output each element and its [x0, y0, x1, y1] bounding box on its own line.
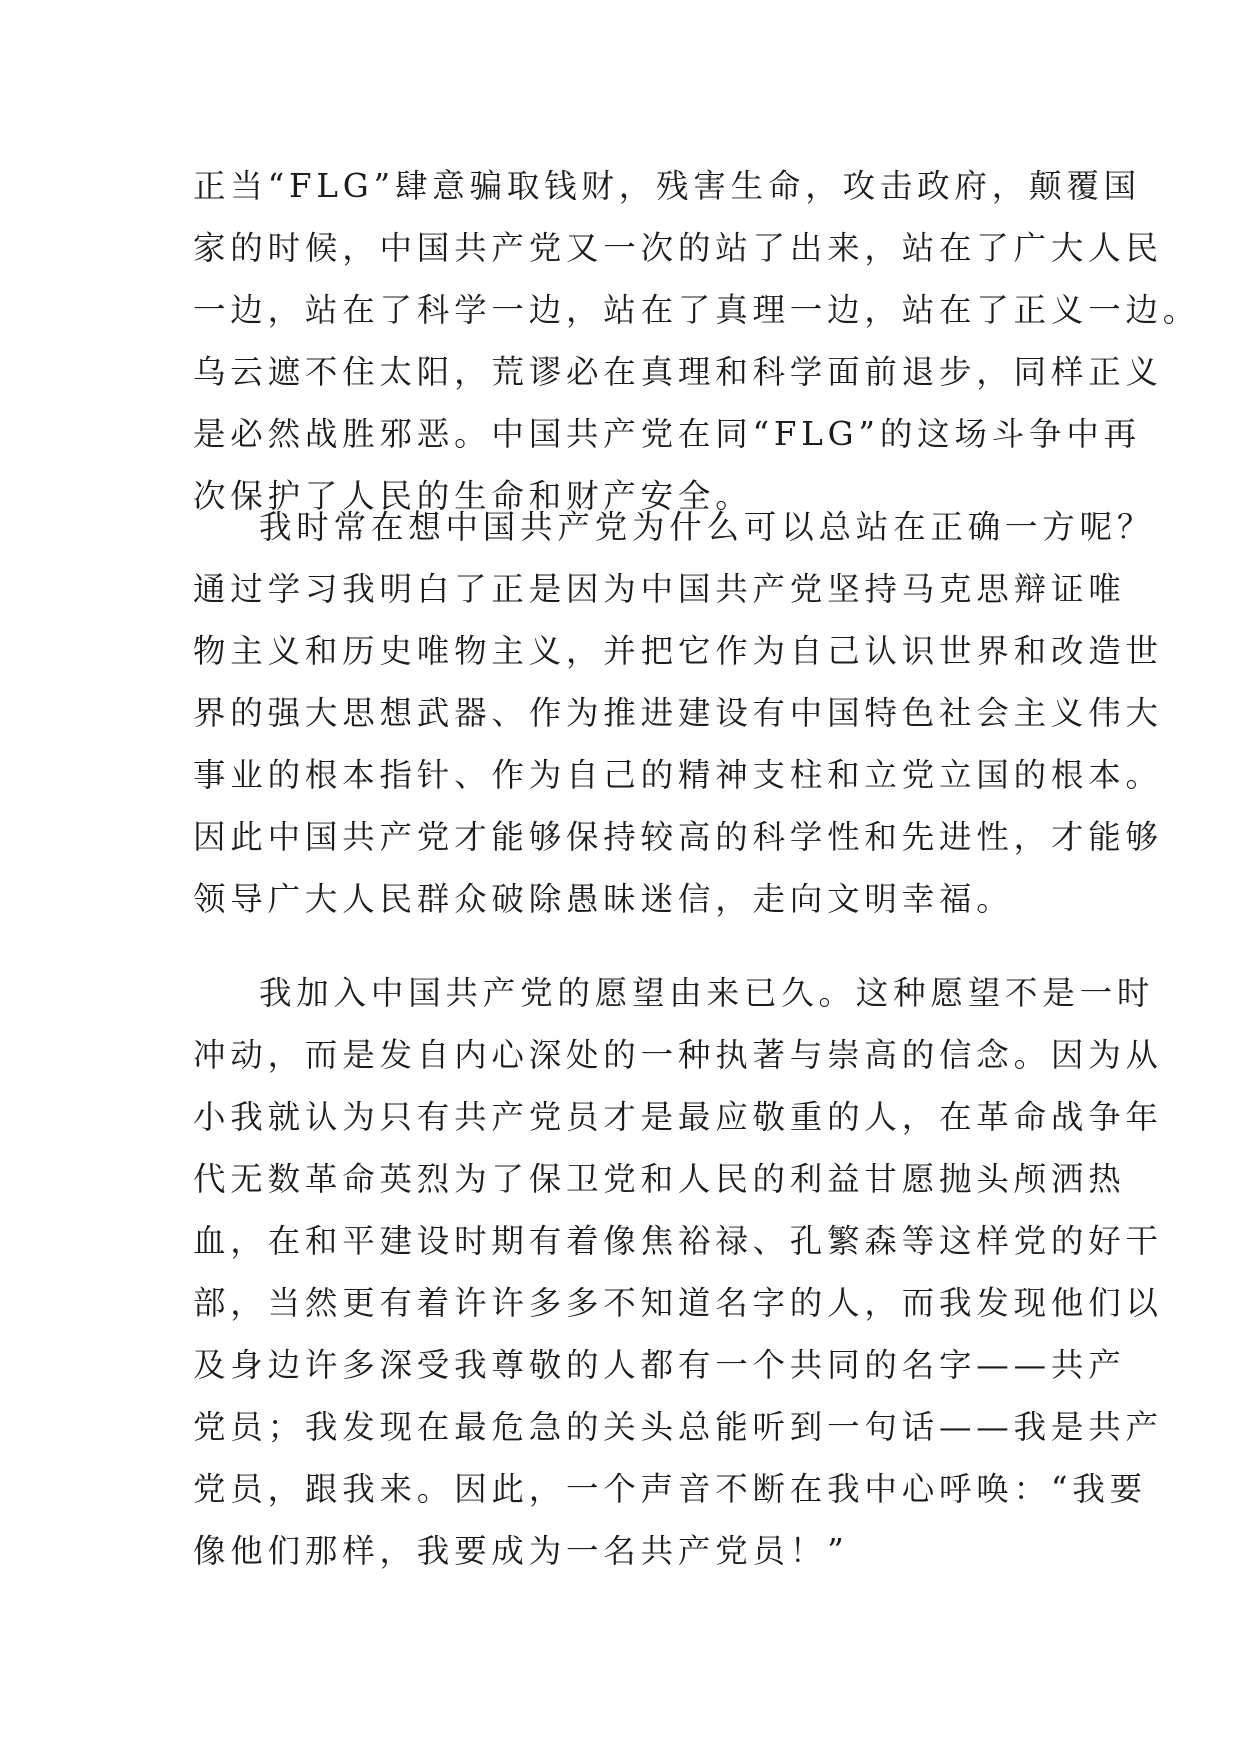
text-line: 党员，跟我来。因此，一个声音不断在我中心呼唤：“我要 [193, 1470, 1147, 1508]
text-line: 界的强大思想武器、作为推进建设有中国特色社会主义伟大 [193, 694, 1163, 732]
text-line: 冲动，而是发自内心深处的一种执著与崇高的信念。因为从 [193, 1036, 1163, 1074]
text-line: 领导广大人民群众破除愚昧迷信，走向文明幸福。 [193, 880, 1014, 918]
text-line: 家的时候，中国共产党又一次的站了出来，站在了广大人民 [193, 229, 1163, 267]
text-line: 我加入中国共产党的愿望由来已久。这种愿望不是一时 [259, 974, 1155, 1012]
text-line: 通过学习我明白了正是因为中国共产党坚持马克思辩证唯 [193, 570, 1126, 608]
text-line: 及身边许多深受我尊敬的人都有一个共同的名字——共产 [193, 1346, 1126, 1384]
text-line: 因此中国共产党才能够保持较高的科学性和先进性，才能够 [193, 818, 1163, 856]
text-line: 我时常在想中国共产党为什么可以总站在正确一方呢？ [259, 508, 1155, 546]
text-line: 是必然战胜邪恶。中国共产党在同“FLG”的这场斗争中再 [193, 415, 1141, 453]
text-line: 正当“FLG”肆意骗取钱财，残害生命，攻击政府，颠覆国 [193, 167, 1141, 205]
text-line: 小我就认为只有共产党员才是最应敬重的人，在革命战争年 [193, 1098, 1163, 1136]
text-line: 事业的根本指针、作为自己的精神支柱和立党立国的根本。 [193, 756, 1163, 794]
text-line: 血，在和平建设时期有着像焦裕禄、孔繁森等这样党的好干 [193, 1222, 1163, 1260]
text-line: 党员；我发现在最危急的关头总能听到一句话——我是共产 [193, 1408, 1163, 1446]
paragraph-why-correct [193, 496, 1163, 930]
text-line: 一边，站在了科学一边，站在了真理一边，站在了正义一边。 [193, 291, 1201, 329]
text-line: 像他们那样，我要成为一名共产党员！” [193, 1532, 849, 1570]
paragraph-joining-wish [193, 962, 1163, 1582]
text-line: 部，当然更有着许许多多不知道名字的人，而我发现他们以 [193, 1284, 1163, 1322]
text-line: 次保护了人民的生命和财产安全。 [193, 477, 753, 515]
text-line: 物主义和历史唯物主义，并把它作为自己认识世界和改造世 [193, 632, 1163, 670]
text-line: 代无数革命英烈为了保卫党和人民的利益甘愿抛头颅洒热 [193, 1160, 1126, 1198]
text-line: 乌云遮不住太阳，荒谬必在真理和科学面前退步，同样正义 [193, 353, 1163, 391]
